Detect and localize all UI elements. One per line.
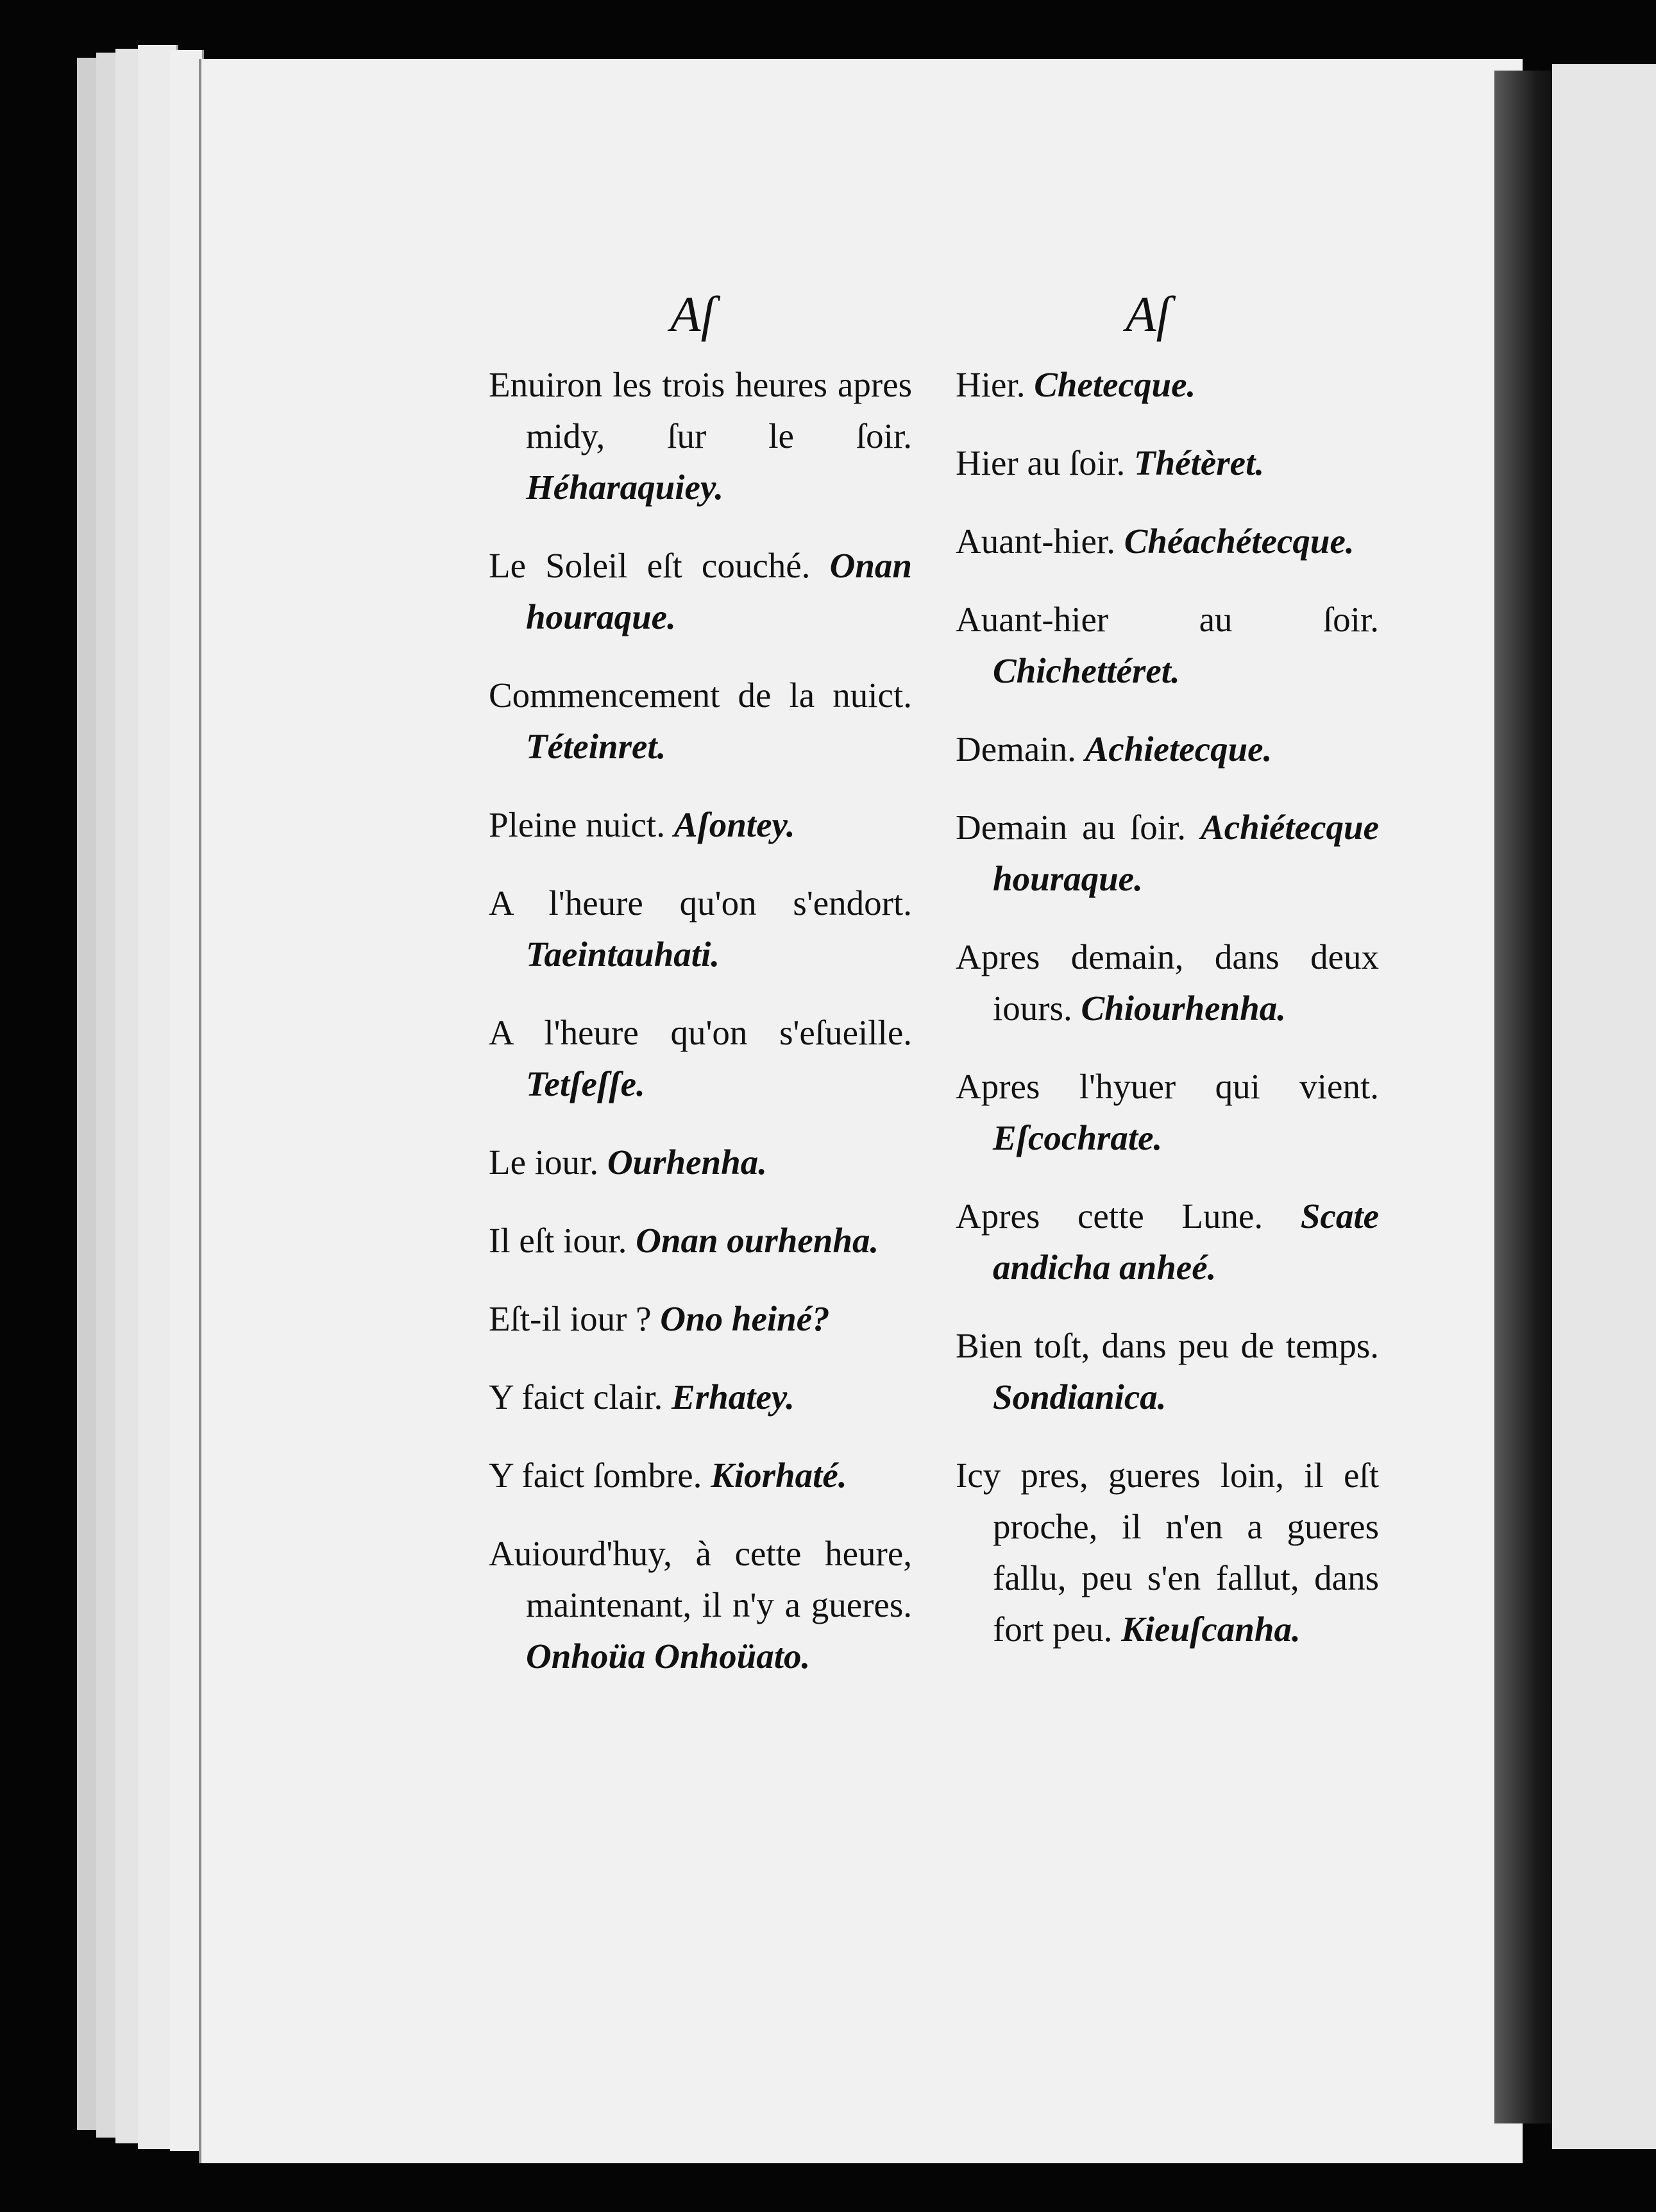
french-term: Hier. [956,365,1026,404]
huron-term: Ono heiné? [660,1299,830,1338]
vocab-entry [489,359,912,513]
french-term: Demain au ſoir. [956,808,1187,847]
huron-term: Kieuſcanha. [1121,1610,1301,1649]
huron-term: Achiétecque houraque. [993,808,1379,898]
french-term: Demain. [956,729,1076,769]
huron-term: Scate andicha anheé. [993,1196,1380,1287]
french-term: Commencement de la nuict. [489,676,912,715]
left-column [489,359,912,1709]
right-column [956,359,1379,1682]
french-term: Le iour. [489,1143,599,1182]
huron-term: Taeintauhati. [526,935,720,974]
huron-term: Onan houraque. [526,546,913,636]
french-term: Auant-hier. [956,522,1115,561]
french-term: Apres demain, dans deux iours. [956,937,1379,1028]
vocab-entry [956,802,1379,905]
french-term: Auiourd'huy, à cette heure, maintenant, il n'y a gueres. [489,1534,912,1624]
french-term: Apres l'hyuer qui vient. [956,1067,1379,1106]
huron-term: Erhatey. [672,1377,795,1417]
french-term: A l'heure qu'on s'eſueille. [489,1013,912,1052]
french-term: A l'heure qu'on s'endort. [489,883,912,923]
french-term: Pleine nuict. [489,805,665,844]
french-term: Auant-hier au ſoir. [956,600,1379,639]
huron-term: Onhoüa Onhoüato. [526,1637,811,1676]
french-term: Icy pres, gueres loin, il eſt proche, il n'en a gueres fallu, peu s'en fallut, dans fort peu. [956,1456,1379,1649]
huron-term: Thétèret. [1133,443,1265,482]
french-term: Hier au ſoir. [956,443,1126,482]
vocab-entry [956,1191,1379,1293]
french-term: Il eſt iour. [489,1221,627,1260]
vocab-entry [489,670,912,772]
huron-term: Sondianica. [993,1377,1167,1417]
huron-term: Kiorhaté. [711,1456,847,1495]
running-header-left: Aſ [670,286,715,342]
huron-term: Chichettéret. [993,651,1180,690]
facing-page-edge [1552,64,1656,2149]
vocab-entry [489,540,912,643]
vocab-entry [956,932,1379,1034]
vocab-entry [489,1450,912,1501]
french-term: Y faict ſombre. [489,1456,702,1495]
huron-term: Ourhenha. [607,1143,767,1182]
huron-term: Chetecque. [1034,365,1196,404]
vocab-entry [489,1293,912,1345]
vocab-entry [956,516,1379,567]
vocab-entry [489,878,912,980]
french-term: Eſt-il iour ? [489,1299,652,1338]
running-header-right: Aſ [1126,286,1170,342]
huron-term: Aſontey. [673,805,795,844]
french-term: Le Soleil eſt couché. [489,546,811,585]
vocab-entry [956,1061,1379,1164]
huron-term: Chéachétecque. [1124,522,1355,561]
huron-term: Téteinret. [526,727,666,766]
vocab-entry [489,1215,912,1266]
huron-term: Tetſeſſe. [526,1064,645,1103]
vocab-entry [489,1137,912,1188]
huron-term: Achietecque. [1085,729,1272,769]
french-term: Y faict clair. [489,1377,663,1417]
huron-term: Eſcochrate. [993,1118,1163,1157]
huron-term: Héharaquiey. [526,468,724,507]
huron-term: Onan ourhenha. [636,1221,879,1260]
vocab-entry [489,1528,912,1682]
vocab-entry [956,438,1379,489]
french-term: Enuiron les trois heures apres midy, ſur le ſoir. [489,365,912,455]
vocab-entry [489,799,912,851]
vocab-entry [956,724,1379,775]
vocab-entry [956,594,1379,697]
vocab-entry [956,1320,1379,1423]
french-term: Apres cette Lune. [956,1196,1263,1236]
vocab-entry [956,1450,1379,1655]
vocab-entry [956,359,1379,411]
vocab-entry [489,1372,912,1423]
huron-term: Chiourhenha. [1081,989,1286,1028]
french-term: Bien toſt, dans peu de temps. [956,1326,1379,1365]
vocab-entry [489,1007,912,1110]
